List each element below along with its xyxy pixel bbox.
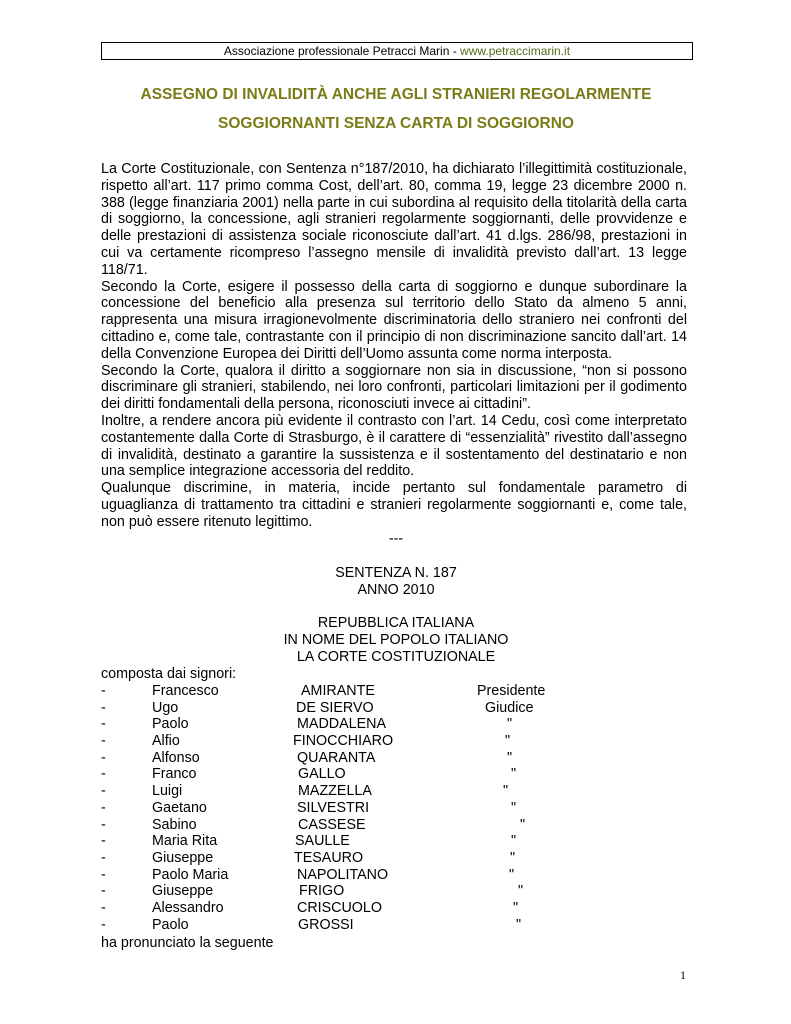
judge-first-name: Alfonso [152, 749, 200, 766]
judge-role: " [511, 799, 517, 816]
judge-first-name: Giuseppe [152, 849, 214, 866]
judge-dash: - [101, 899, 106, 916]
judge-dash: - [101, 799, 106, 816]
judge-last-name: FRIGO [299, 883, 345, 900]
judge-role: " [509, 866, 515, 883]
judge-role: " [513, 899, 519, 916]
judge-dash: - [101, 733, 106, 750]
judge-first-name: Paolo [152, 716, 189, 733]
body-text [101, 161, 687, 531]
judge-dash: - [101, 883, 106, 900]
paragraph: Qualunque discrimine, in materia, incide pertanto sul fondamentale parametro di uguaglianza di trattamento tra cittadini e stranieri regolarmente soggiornanti e, come tale, non può essere ritenuto legittimo. [101, 480, 687, 530]
composta-label: composta dai signori: [101, 666, 237, 682]
judge-role: " [507, 716, 513, 733]
document-title-line-1: ASSEGNO DI INVALIDITÀ ANCHE AGLI STRANIERI REGOLARMENTE [140, 86, 652, 103]
judge-dash: - [101, 749, 106, 766]
judge-first-name: Francesco [152, 683, 219, 699]
republic-block [100, 615, 692, 665]
judge-dash: - [101, 783, 106, 800]
header-text: Associazione professionale Petracci Marin - [223, 44, 461, 58]
sentenza-year: ANNO 2010 [357, 581, 435, 598]
page-number: 1 [680, 968, 686, 982]
judge-last-name: GROSSI [298, 916, 354, 933]
page-header [101, 42, 693, 60]
judge-role: " [503, 783, 509, 800]
judge-first-name: Alfio [152, 733, 180, 750]
judge-last-name: SAULLE [295, 833, 350, 850]
judge-first-name: Luigi [152, 783, 183, 800]
paragraph: Secondo la Corte, qualora il diritto a soggiornare non sia in discussione, “non si possono discriminare gli stranieri, stabilendo, nei loro confronti, particolari limitazioni per il godimento dei diritti fondamentali della persona, riconosciuti invece ai cittadini”. [101, 362, 687, 413]
sentenza-block [100, 565, 692, 599]
judge-first-name: Giuseppe [152, 883, 214, 900]
document-title-line-2: SOGGIORNANTI SENZA CARTA DI SOGGIORNO [218, 115, 574, 132]
separator: --- [388, 531, 404, 547]
judge-first-name: Gaetano [152, 799, 207, 816]
judge-first-name: Franco [152, 766, 197, 783]
judge-last-name: CASSESE [298, 816, 366, 833]
header-link[interactable]: www.petraccimarin.it [460, 44, 571, 58]
judge-role: " [511, 766, 517, 783]
judge-last-name: QUARANTA [297, 749, 376, 766]
judge-role: " [507, 749, 513, 766]
judge-role: " [511, 833, 517, 850]
paragraph: Inoltre, a rendere ancora più evidente il contrasto con l’art. 14 Cedu, così come interpretato costantemente dalla Corte di Strasburgo, è il carattere di “essenzialità” rivestito dall’assegno di invalidità, destinato a garantire la sussistenza e il sostentamento del destinatario e non una semplice integrazione accessoria del reddito. [101, 412, 687, 480]
judge-first-name: Paolo [152, 916, 189, 933]
judge-last-name: NAPOLITANO [297, 866, 389, 883]
people-line: IN NOME DEL POPOLO ITALIANO [283, 631, 509, 648]
sentenza-number: SENTENZA N. 187 [335, 565, 457, 581]
judge-first-name: Alessandro [152, 899, 224, 916]
judge-dash: - [101, 699, 106, 716]
judge-role: " [505, 733, 511, 750]
paragraph: La Corte Costituzionale, con Sentenza n°187/2010, ha dichiarato l’illegittimità costituzionale, rispetto all’art. 117 primo comma Cost, dell’art. 80, comma 19, legge 23 dicembre 2000 n. 388 (legge finanziaria 2001) nella parte in cui subordina al requisito della titolarità della carta di soggiorno, la concessione, agli stranieri regolarmente soggiornanti, delle provvidenze e delle prestazioni di assistenza sociale riconosciute dall’art. 41 d.lgs. 286/98, prestazioni in cui va certamente ricompreso l’assegno mensile di invalidità previsto dall’art. 13 legge 118/71. [101, 161, 687, 278]
judge-role: " [520, 816, 526, 833]
judge-last-name: MAZZELLA [298, 783, 372, 800]
judge-first-name: Maria Rita [152, 833, 218, 850]
judge-last-name: GALLO [298, 766, 346, 783]
judge-role: Giudice [485, 699, 534, 716]
judge-role: " [518, 883, 524, 900]
judge-last-name: TESAURO [294, 849, 364, 866]
judge-role: " [510, 849, 516, 866]
judge-dash: - [101, 916, 106, 933]
judge-last-name: SILVESTRI [297, 799, 370, 816]
judge-first-name: Ugo [152, 699, 179, 716]
judge-dash: - [101, 833, 106, 850]
judge-dash: - [101, 866, 106, 883]
judge-role: Presidente [477, 683, 546, 699]
judge-dash: - [101, 716, 106, 733]
judge-dash: - [101, 683, 106, 699]
court-line: LA CORTE COSTITUZIONALE [296, 648, 496, 665]
judge-first-name: Paolo Maria [152, 866, 229, 883]
closing-line: ha pronunciato la seguente [101, 935, 274, 951]
judge-dash: - [101, 766, 106, 783]
judge-last-name: MADDALENA [297, 716, 386, 733]
judge-last-name: DE SIERVO [296, 699, 374, 716]
judge-dash: - [101, 849, 106, 866]
judge-role: " [516, 916, 522, 933]
republic-line: REPUBBLICA ITALIANA [317, 615, 475, 631]
judge-first-name: Sabino [152, 816, 197, 833]
judge-last-name: CRISCUOLO [297, 899, 382, 916]
judge-last-name: FINOCCHIARO [293, 733, 394, 750]
judge-last-name: AMIRANTE [301, 683, 375, 699]
paragraph: Secondo la Corte, esigere il possesso della carta di soggiorno e dunque subordinare la concessione del beneficio alla presenza sul territorio dello Stato da almeno 5 anni, rappresenta una misura irragionevolmente discriminatoria dello straniero nei confronti del cittadino e, come tale, contrastante con il principio di non discriminazione sancito dall’art. 14 della Convenzione Europea dei Diritti dell’Uomo assunta come norma interposta. [101, 278, 687, 362]
judge-dash: - [101, 816, 106, 833]
